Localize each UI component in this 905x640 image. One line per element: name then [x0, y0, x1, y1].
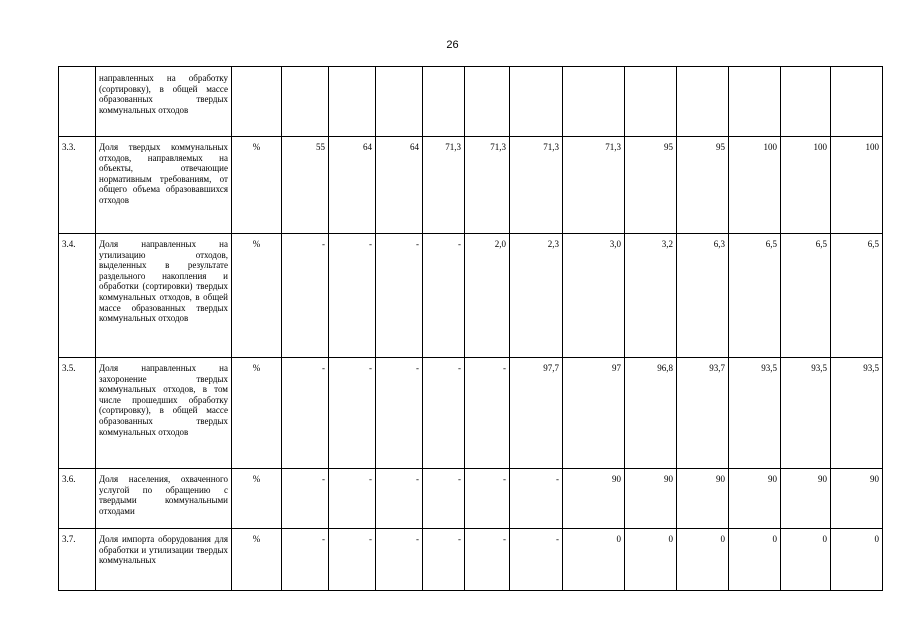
indicator-name [96, 234, 232, 358]
row-number: 3.6. [59, 469, 96, 529]
indicator-name-text: Доля направленных на утилизацию отходов, выделенных в результате раздельного накопления и обработки (сортировки) твердых коммунальных отходов, в общей массе образованных твердых коммунальных отходов [99, 239, 228, 324]
value-cell: 3,0 [563, 234, 625, 358]
value-cell: 90 [729, 469, 781, 529]
indicator-name [96, 67, 232, 137]
unit-cell: % [232, 137, 282, 234]
value-cell: 6,5 [781, 234, 831, 358]
value-cell: - [282, 469, 329, 529]
value-cell [781, 67, 831, 137]
value-cell [329, 67, 376, 137]
value-cell [510, 67, 563, 137]
value-cell: 3,2 [625, 234, 677, 358]
value-cell: 100 [729, 137, 781, 234]
value-cell: 97,7 [510, 358, 563, 469]
value-cell: - [423, 469, 465, 529]
value-cell: - [376, 529, 423, 591]
value-cell: - [282, 234, 329, 358]
value-cell [831, 67, 883, 137]
value-cell [423, 67, 465, 137]
value-cell: - [376, 469, 423, 529]
row-number: 3.5. [59, 358, 96, 469]
page-number: 26 [446, 39, 459, 51]
value-cell: 71,3 [510, 137, 563, 234]
value-cell: - [282, 529, 329, 591]
value-cell [729, 67, 781, 137]
value-cell: - [465, 529, 510, 591]
value-cell: 71,3 [465, 137, 510, 234]
indicator-name-text: Доля населения, охваченного услугой по обращению с твердыми коммунальными отходами [99, 474, 228, 516]
value-cell: - [465, 469, 510, 529]
indicator-name-text: Доля направленных на захоронение твердых коммунальных отходов, в том числе прошедших обработку (сортировку), в общей массе образованных твердых коммунальных отходов [99, 363, 228, 437]
value-cell: 6,5 [729, 234, 781, 358]
value-cell: 100 [831, 137, 883, 234]
unit-cell: % [232, 469, 282, 529]
unit-cell: % [232, 529, 282, 591]
value-cell: 6,5 [831, 234, 883, 358]
value-cell: - [329, 529, 376, 591]
value-cell: 2,0 [465, 234, 510, 358]
indicator-name [96, 137, 232, 234]
unit-cell [232, 67, 282, 137]
value-cell: 71,3 [423, 137, 465, 234]
value-cell: 0 [677, 529, 729, 591]
value-cell [625, 67, 677, 137]
value-cell: 0 [563, 529, 625, 591]
value-cell: 93,5 [831, 358, 883, 469]
value-cell: 93,5 [781, 358, 831, 469]
indicators-table [58, 66, 883, 591]
value-cell: 95 [677, 137, 729, 234]
table-row [59, 67, 883, 137]
value-cell [563, 67, 625, 137]
value-cell: 90 [625, 469, 677, 529]
value-cell: 0 [831, 529, 883, 591]
value-cell: - [423, 234, 465, 358]
row-number [59, 67, 96, 137]
value-cell: 64 [376, 137, 423, 234]
value-cell: 2,3 [510, 234, 563, 358]
value-cell: 100 [781, 137, 831, 234]
unit-cell: % [232, 358, 282, 469]
value-cell: 64 [329, 137, 376, 234]
value-cell: 93,5 [729, 358, 781, 469]
value-cell: 0 [781, 529, 831, 591]
table-row [59, 529, 883, 591]
value-cell: 90 [831, 469, 883, 529]
value-cell: - [329, 234, 376, 358]
indicator-name-text: Доля импорта оборудования для обработки и утилизации твердых коммунальных [99, 534, 228, 566]
value-cell: 90 [563, 469, 625, 529]
indicator-name [96, 529, 232, 591]
value-cell: - [329, 469, 376, 529]
indicator-name [96, 358, 232, 469]
value-cell: 71,3 [563, 137, 625, 234]
value-cell: - [465, 358, 510, 469]
value-cell: - [423, 358, 465, 469]
value-cell: 0 [729, 529, 781, 591]
indicator-name-text: направленных на обработку (сортировку), в общей массе образованных твердых коммунальных отходов [99, 73, 228, 115]
value-cell: - [376, 358, 423, 469]
row-number: 3.7. [59, 529, 96, 591]
table-row [59, 469, 883, 529]
table-row [59, 358, 883, 469]
value-cell: 95 [625, 137, 677, 234]
value-cell: 90 [781, 469, 831, 529]
value-cell: 93,7 [677, 358, 729, 469]
value-cell [376, 67, 423, 137]
row-number: 3.3. [59, 137, 96, 234]
value-cell: 96,8 [625, 358, 677, 469]
value-cell: 55 [282, 137, 329, 234]
value-cell [282, 67, 329, 137]
value-cell: 6,3 [677, 234, 729, 358]
value-cell: - [282, 358, 329, 469]
value-cell: - [329, 358, 376, 469]
value-cell: - [376, 234, 423, 358]
value-cell [465, 67, 510, 137]
value-cell: - [510, 469, 563, 529]
table-row [59, 234, 883, 358]
table-row [59, 137, 883, 234]
value-cell: 0 [625, 529, 677, 591]
indicator-name [96, 469, 232, 529]
value-cell: - [510, 529, 563, 591]
value-cell [677, 67, 729, 137]
value-cell: - [423, 529, 465, 591]
row-number: 3.4. [59, 234, 96, 358]
unit-cell: % [232, 234, 282, 358]
value-cell: 97 [563, 358, 625, 469]
indicator-name-text: Доля твердых коммунальных отходов, направляемых на объекты, отвечающие нормативным требованиям, от общего объема образовавшихся отходов [99, 142, 228, 205]
value-cell: 90 [677, 469, 729, 529]
